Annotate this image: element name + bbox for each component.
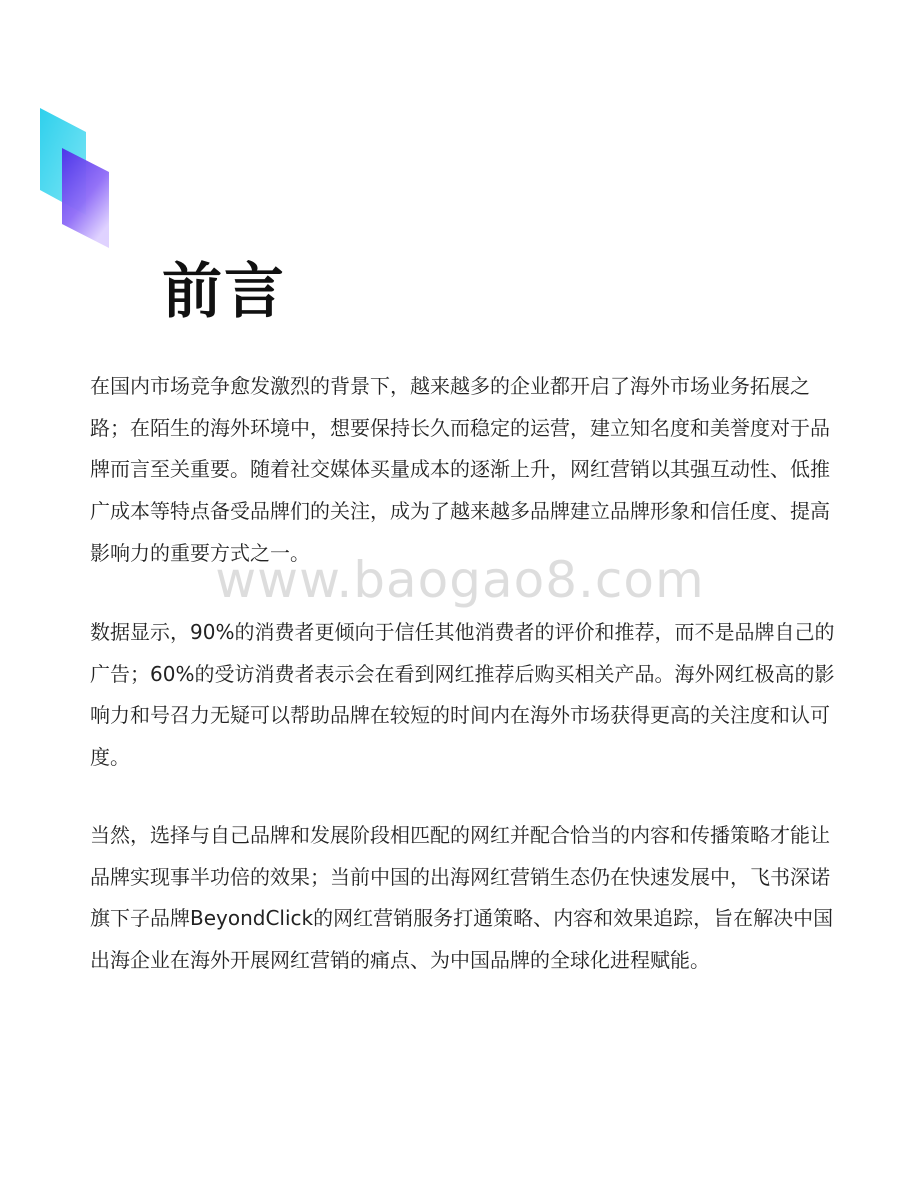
paragraph-conclusion: 当然，选择与自己品牌和发展阶段相匹配的网红并配合恰当的内容和传播策略才能让品牌实现事半功倍的效果；当前中国的出海网红营销生态仍在快速发展中，飞书深诺旗下子品牌BeyondClick的网红营销服务打通策略、内容和效果追踪，旨在解决中国出海企业在海外开展网红营销的痛点、为中国品牌的全球化进程赋能。 — [90, 823, 834, 973]
paragraph-intro: 在国内市场竞争愈发激烈的背景下，越来越多的企业都开启了海外市场业务拓展之路；在陌生的海外环境中，想要保持长久而稳定的运营，建立知名度和美誉度对于品牌而言至关重要。随着社交媒体买量成本的逐渐上升，网红营销以其强互动性、低推广成本等特点备受品牌们的关注，成为了越来越多品牌建立品牌形象和信任度、提高影响力的重要方式之一。 — [90, 374, 830, 565]
paragraph-statistics: 数据显示，90%的消费者更倾向于信任其他消费者的评价和推荐，而不是品牌自己的广告；60%的受访消费者表示会在看到网红推荐后购买相关产品。海外网红极高的影响力和号召力无疑可以帮助品牌在较短的时间内在海外市场获得更高的关注度和认可度。 — [90, 620, 835, 770]
corner-decoration — [0, 0, 140, 260]
page-title: 前言 — [162, 257, 286, 327]
watermark-text: www.baogao8.com — [215, 551, 705, 609]
decor-shape-violet — [62, 148, 109, 248]
